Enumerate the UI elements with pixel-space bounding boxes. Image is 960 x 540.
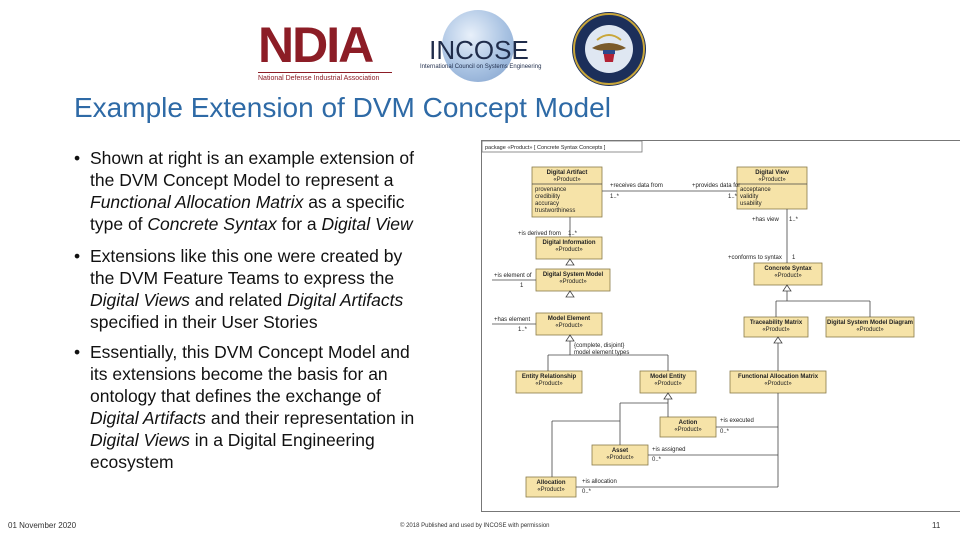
block-action-title: Action bbox=[678, 420, 698, 426]
bullet-text-span: Digital View bbox=[321, 214, 413, 234]
bullet-text-span: Digital Views bbox=[90, 430, 190, 450]
bullet-3-line bbox=[90, 407, 414, 429]
bullet-2-line bbox=[90, 311, 318, 333]
block-model-element-stereotype: «Product» bbox=[555, 323, 583, 329]
bullet-2-line bbox=[90, 267, 394, 289]
block-digital-view-attr: acceptance bbox=[740, 187, 771, 193]
bullet-text-span: Concrete Syntax bbox=[147, 214, 277, 234]
block-digital-view-attr: validity bbox=[740, 194, 759, 200]
bullet-text-span: ontology that defines the exchange of bbox=[90, 386, 381, 406]
block-model-element-title: Model Element bbox=[547, 316, 591, 322]
bullet-text-span: Functional Allocation Matrix bbox=[90, 192, 304, 212]
block-concrete-syntax-stereotype: «Product» bbox=[774, 273, 802, 279]
block-digital-information-stereotype: «Product» bbox=[555, 247, 583, 253]
bullet-text-span: Digital Artifacts bbox=[287, 290, 404, 310]
dod-seal-icon bbox=[570, 10, 648, 88]
label-has-view: +has view bbox=[752, 217, 779, 223]
block-digital-view-attr: usability bbox=[740, 201, 762, 207]
block-allocation-stereotype: «Product» bbox=[537, 487, 565, 493]
gen-arrow-tm bbox=[774, 337, 782, 343]
label-provides-data-for: +provides data for bbox=[692, 183, 741, 189]
bullet-3-line bbox=[90, 363, 388, 385]
label-receives-data-from: +receives data from bbox=[610, 183, 663, 189]
label-is-assigned-mult: 0..* bbox=[652, 457, 662, 463]
block-asset-stereotype: «Product» bbox=[606, 455, 634, 461]
incose-logo bbox=[420, 10, 542, 86]
bullet-3-line bbox=[90, 451, 174, 473]
ndia-logo-word: NDIA bbox=[258, 17, 373, 73]
bullet-3-line bbox=[90, 429, 375, 451]
bullet-1-line bbox=[90, 191, 405, 213]
label-is-assigned: +is assigned bbox=[652, 447, 686, 453]
label-constraint: {complete, disjoint} bbox=[574, 343, 625, 349]
block-digital-artifact-title: Digital Artifact bbox=[546, 170, 588, 176]
bullet-text-span: the DVM Feature Teams to express the bbox=[90, 268, 395, 288]
gen-arrow-info bbox=[566, 259, 574, 265]
bullet-1-line bbox=[90, 169, 394, 191]
label-has-element: +has element bbox=[494, 317, 531, 323]
ndia-logo bbox=[258, 17, 392, 86]
incose-logo-word: INCOSE bbox=[429, 35, 529, 65]
label-is-derived-mult: 1..* bbox=[568, 231, 578, 237]
bullet-3-line bbox=[90, 385, 381, 407]
page-number: 11 bbox=[932, 521, 941, 530]
block-digital-artifact-stereotype: «Product» bbox=[553, 177, 581, 183]
label-is-allocation-mult: 0..* bbox=[582, 489, 592, 495]
block-entity-relationship-stereotype: «Product» bbox=[535, 381, 563, 387]
bullet-text-span: Digital Artifacts bbox=[90, 408, 207, 428]
block-digital-system-model-stereotype: «Product» bbox=[559, 279, 587, 285]
footer-copyright: © 2018 Published and used by INCOSE with permission bbox=[400, 523, 550, 529]
label-has-elem-mult: 1..* bbox=[518, 327, 528, 333]
block-allocation-title: Allocation bbox=[536, 480, 566, 486]
ndia-logo-subtitle: National Defense Industrial Association bbox=[258, 72, 392, 85]
bullet-3-line bbox=[90, 341, 410, 363]
block-traceability-matrix-stereotype: «Product» bbox=[762, 327, 790, 333]
bullet-text-span: Essentially, this DVM Concept Model and bbox=[90, 342, 410, 362]
label-gen-set: model element types bbox=[574, 350, 630, 356]
label-is-executed-mult: 0..* bbox=[720, 429, 730, 435]
sysml-block-diagram bbox=[481, 140, 960, 512]
label-has-view-mult: 1..* bbox=[789, 217, 799, 223]
bullet-text-span: Digital Views bbox=[90, 290, 190, 310]
block-traceability-matrix-title: Traceability Matrix bbox=[749, 320, 803, 326]
bullet-text-span: as a specific bbox=[303, 192, 405, 212]
block-digital-artifact-attr: provenance bbox=[535, 187, 567, 193]
bullet-1-line bbox=[90, 213, 413, 235]
block-entity-relationship-title: Entity Relationship bbox=[521, 374, 577, 380]
bullet-dot-icon: • bbox=[74, 342, 81, 362]
gen-arrow-action bbox=[664, 393, 672, 399]
label-elem-mult: 1 bbox=[520, 283, 524, 289]
block-action-stereotype: «Product» bbox=[674, 427, 702, 433]
footer-date: 01 November 2020 bbox=[8, 521, 77, 530]
block-model-entity-stereotype: «Product» bbox=[654, 381, 682, 387]
incose-logo-subtitle: International Council on Systems Engineering bbox=[420, 64, 542, 70]
bullet-text-span: Shown at right is an example extension of bbox=[90, 148, 414, 168]
block-digital-view-title: Digital View bbox=[755, 170, 789, 176]
bullet-text-span: in a Digital Engineering bbox=[189, 430, 375, 450]
block-digital-system-model-diagram-stereotype: «Product» bbox=[856, 327, 884, 333]
block-model-entity-title: Model Entity bbox=[650, 374, 686, 380]
label-is-executed: +is executed bbox=[720, 418, 754, 424]
label-mult-dv: 1..* bbox=[728, 194, 738, 200]
bullet-dot-icon: • bbox=[74, 148, 81, 168]
bullet-dot-icon: • bbox=[74, 246, 81, 266]
label-is-derived-from: +is derived from bbox=[518, 231, 561, 237]
block-digital-artifact-attr: accuracy bbox=[535, 201, 560, 207]
block-digital-system-model-title: Digital System Model bbox=[542, 272, 604, 278]
block-asset-title: Asset bbox=[611, 448, 629, 454]
block-digital-artifact-attr: trustworthiness bbox=[535, 208, 576, 214]
label-conforms-to: +conforms to syntax bbox=[728, 255, 782, 261]
block-digital-artifact-attr: credibility bbox=[535, 194, 561, 200]
bullet-text-span: type of bbox=[90, 214, 148, 234]
bullet-text-span: the DVM Concept Model to represent a bbox=[90, 170, 394, 190]
block-functional-allocation-matrix-title: Functional Allocation Matrix bbox=[737, 374, 819, 380]
logo-bar bbox=[0, 8, 960, 86]
bullet-text-span: for a bbox=[276, 214, 322, 234]
bullet-text-span: Extensions like this one were created by bbox=[90, 246, 403, 266]
bullet-1-line bbox=[90, 147, 414, 169]
label-is-allocation: +is allocation bbox=[582, 479, 617, 485]
bullet-text-span: ecosystem bbox=[90, 452, 174, 472]
bullet-2-line bbox=[90, 289, 403, 311]
block-concrete-syntax-title: Concrete Syntax bbox=[764, 266, 812, 272]
gen-arrow-cs bbox=[783, 285, 791, 291]
slide-title: Example Extension of DVM Concept Model bbox=[74, 92, 611, 123]
package-label: package «Product» [ Concrete Syntax Concepts ] bbox=[485, 145, 606, 151]
diagram-canvas bbox=[482, 141, 960, 511]
gen-arrow-me bbox=[566, 335, 574, 341]
bullet-text-span: and related bbox=[189, 290, 288, 310]
block-digital-information-title: Digital Information bbox=[542, 240, 596, 246]
dod-seal-logo bbox=[570, 10, 648, 88]
bullet-text-span: specified in their User Stories bbox=[90, 312, 318, 332]
gen-arrow-dsm bbox=[566, 291, 574, 297]
block-digital-system-model-diagram-title: Digital System Model Diagram bbox=[826, 320, 914, 326]
bullet-text-span: and their representation in bbox=[206, 408, 415, 428]
block-functional-allocation-matrix-stereotype: «Product» bbox=[764, 381, 792, 387]
bullet-text-span: its extensions become the basis for an bbox=[90, 364, 388, 384]
label-is-element-of: +is element of bbox=[494, 273, 532, 279]
bullet-2-line bbox=[90, 245, 402, 267]
label-mult-da: 1..* bbox=[610, 194, 620, 200]
label-conforms-mult: 1 bbox=[792, 255, 796, 261]
block-digital-view-stereotype: «Product» bbox=[758, 177, 786, 183]
